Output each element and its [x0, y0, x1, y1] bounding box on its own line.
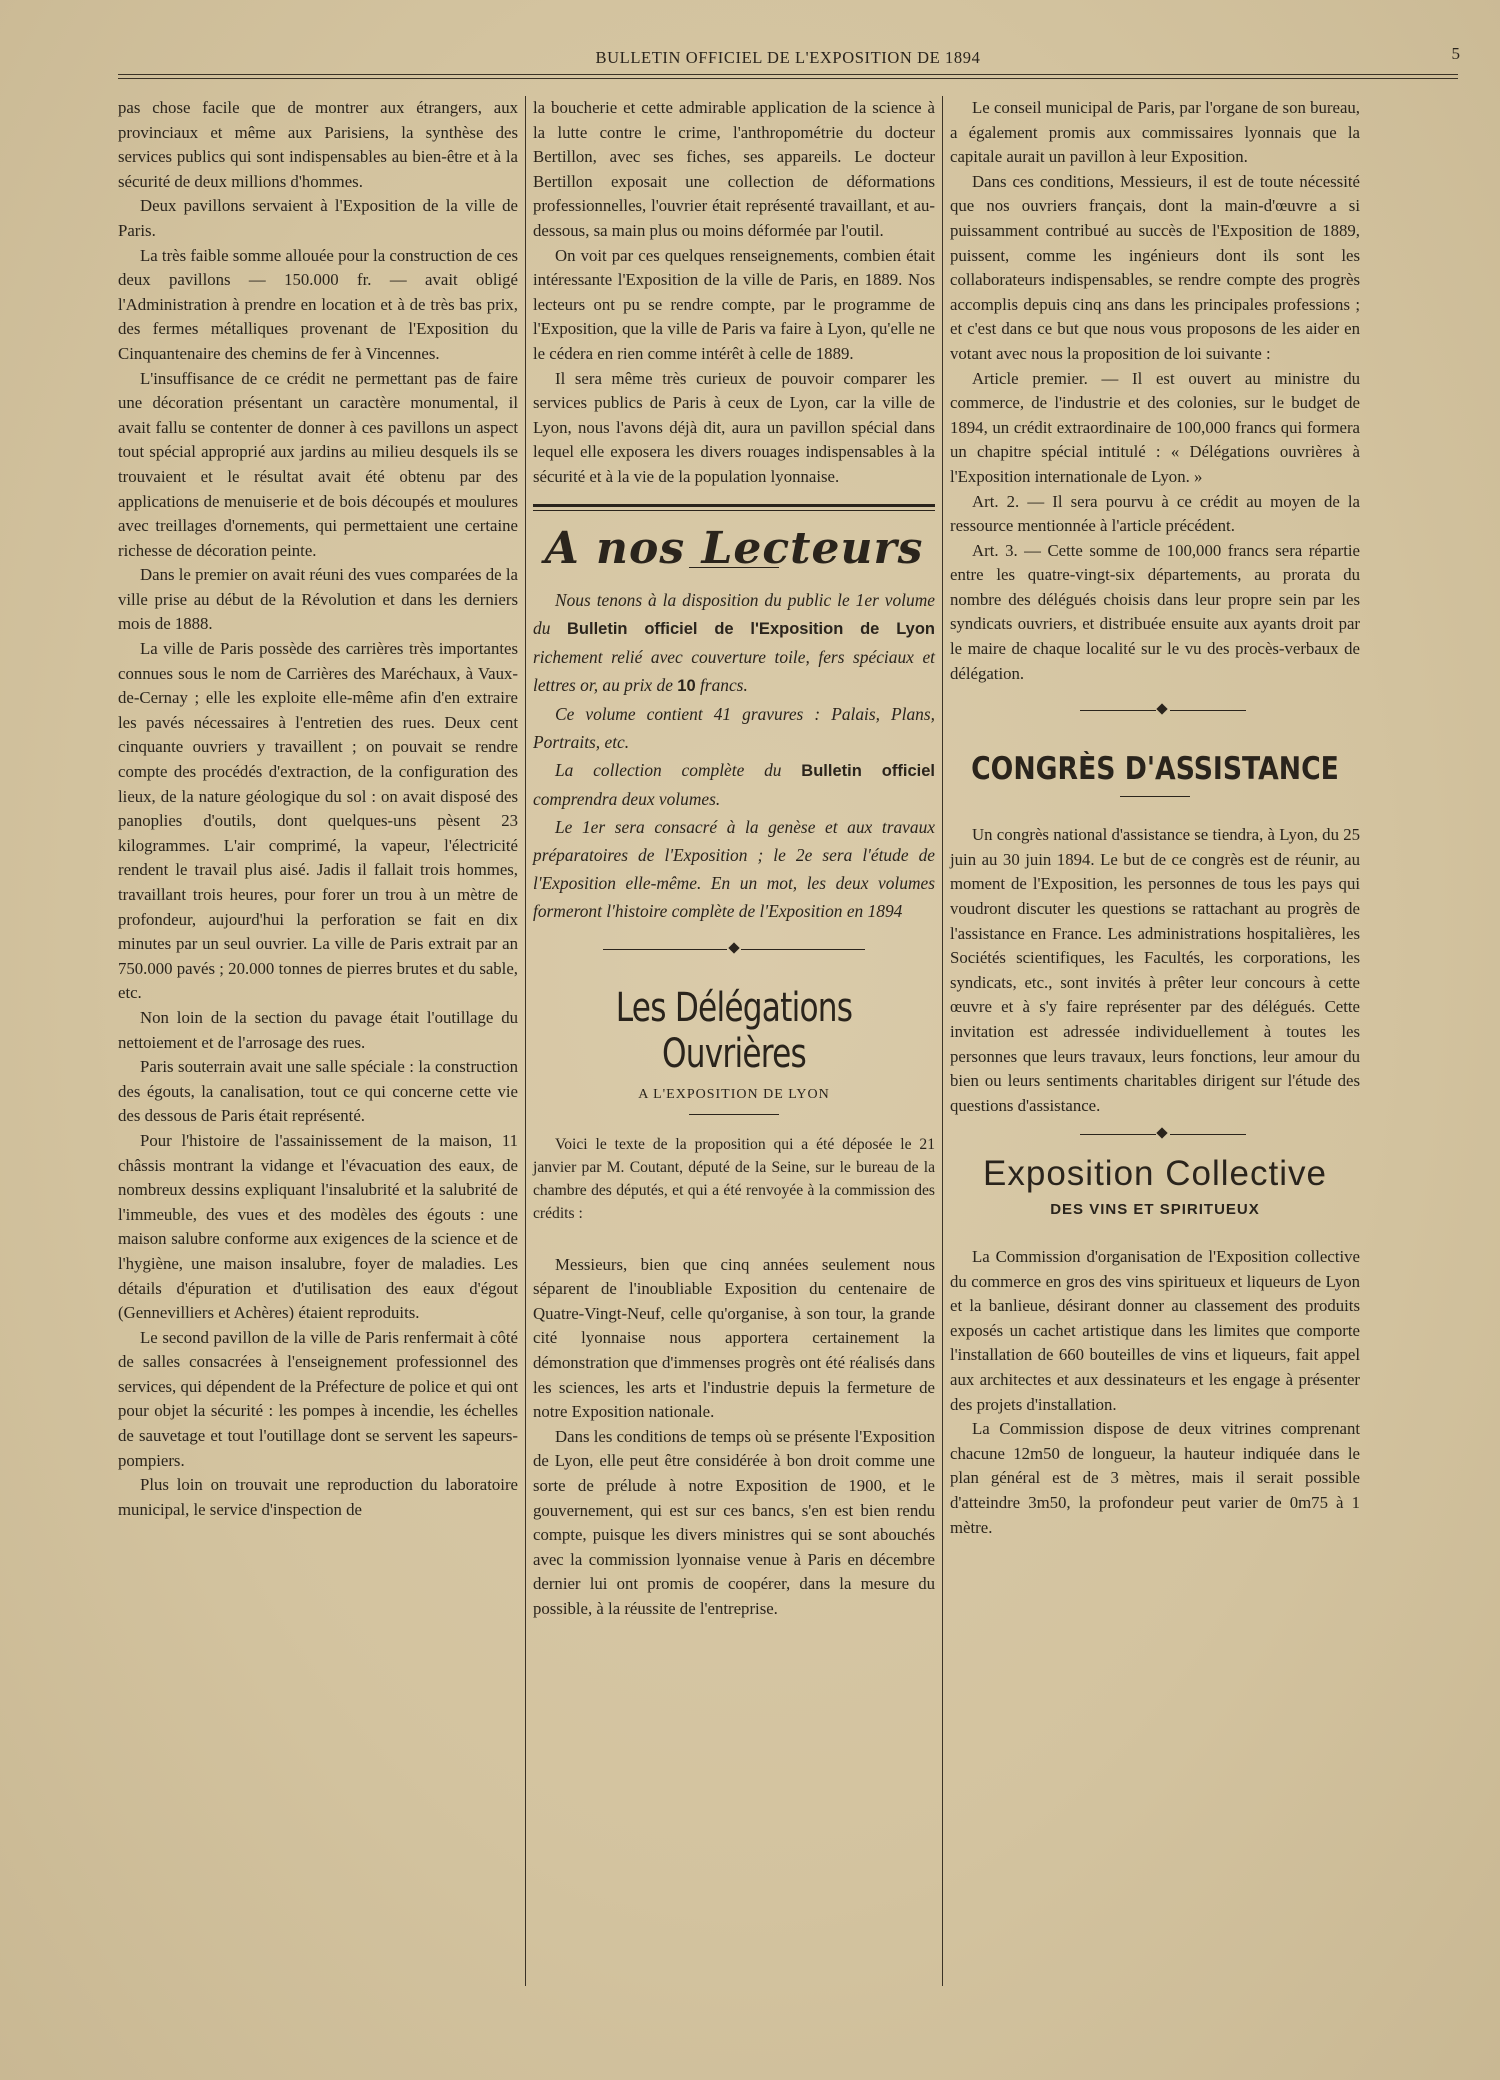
- ornament-divider: [950, 1128, 1360, 1140]
- ornament-line: [741, 949, 865, 950]
- header-rule: [118, 74, 1458, 75]
- paragraph: Le second pavillon de la ville de Paris renfermait à côté de salles consacrées à l'enseignement professionnel des services, qui dépendent de la Préfecture de police et qui ont pour objet la sécurité : les pompes à incendie, les échelles de sauvetage et tout l'outillage dont se servent les sapeurs-pompiers.: [118, 1327, 518, 1470]
- notice-text: Nous tenons à la disposition du public le 1er volume du: [533, 590, 935, 639]
- exposition-heading: Exposition Collective: [983, 1154, 1327, 1194]
- column-2: [533, 96, 935, 1622]
- paragraph: Dans les conditions de temps où se présente l'Exposition de Lyon, elle peut être considérée à bon droit comme une sorte de prélude à notre Exposition de 1900, et le gouvernement, qui est sur ces bancs, s'en est bien rendu compte, puisque les divers ministres qui se sont abouchés avec la commission lyonnaise venue à Paris en décembre dernier lui ont promis de coopérer, dans la mesure du possible, à la réussite de l'entreprise.: [533, 1426, 935, 1618]
- ornament-divider: [533, 943, 935, 955]
- article-3: Art. 3. — Cette somme de 100,000 francs sera répartie entre les quatre-vingt-six départements, au prorata du nombre des délégués choisis dans leur propre sein par les syndicats ouvriers, et distribuée ensuite aux ayants droit par le maire de chaque localité sur le vu des procès-verbaux de délégation.: [950, 540, 1360, 683]
- paragraph: La très faible somme allouée pour la construction de ces deux pavillons — 150.000 fr. — avait obligé l'Administration à prendre en location et à de très bas prix, des fermes métalliques provenant de l'Exposition du Cinquantenaire des chemins de fer à Vincennes.: [118, 245, 518, 363]
- column-3: [950, 96, 1360, 1540]
- page-number: 5: [1451, 44, 1460, 63]
- subscription-notice: [533, 586, 935, 925]
- paragraph: Paris souterrain avait une salle spéciale : la construction des égouts, la canalisation, tout ce qui concerne cette vie des dessous de Paris était représenté.: [118, 1057, 518, 1126]
- ornament-divider: [950, 704, 1360, 716]
- paragraph: Non loin de la section du pavage était l'outillage du nettoiement et de l'arrosage des rues.: [118, 1007, 518, 1052]
- ornament-line: [1080, 1134, 1156, 1135]
- article-1: Article premier. — Il est ouvert au ministre du commerce, de l'industrie et des colonies, sur le budget de 1894, un crédit extraordinaire de 100,000 francs qui formera un chapitre spécial intitulé : « Délégations ouvrières à l'Exposition internationale de Lyon. »: [950, 368, 1360, 486]
- paragraph: On voit par ces quelques renseignements, combien était intéressante l'Exposition de la ville de Paris, en 1889. Nos lecteurs ont pu se rendre compte, par le programme de l'Exposition, que la ville de Paris va faire à Lyon, qu'elle ne le cédera en rien comme intérêt à celle de 1889.: [533, 245, 935, 363]
- delegations-heading: Les Délégations Ouvrières: [615, 985, 853, 1078]
- running-title: BULLETIN OFFICIEL DE L'EXPOSITION DE 1894: [595, 48, 981, 67]
- paragraph: La Commission dispose de deux vitrines comprenant chacune 12m50 de longueur, la hauteur indiquée dans le plan général est de 3 mètres, mais il serait possible d'atteindre 3m50, la profondeur peut varier de 0m75 à 1 mètre.: [950, 1419, 1360, 1537]
- section-rule-thin: [533, 510, 935, 511]
- notice-paragraph: [533, 586, 935, 700]
- paragraph: Un congrès national d'assistance se tiendra, à Lyon, du 25 juin au 30 juin 1894. Le but de ce congrès est de réunir, au moment de l'Exposition, les personnes de tous les pays qui voudront discuter les questions se rattachant au progrès de l'assistance en France. Les administrations hospitalières, les Sociétés scientifiques, les Facultés, les corporations, les syndicats, etc., sont invités à prêter leur concours à cette œuvre et à s'y faire représenter par des délégués. Cette invitation est adressée individuellement à toutes les personnes que leurs travaux, leurs fonctions, leur amour du bien ou leurs sentiments charitables dirigent sur l'étude des questions d'assistance.: [950, 825, 1360, 1115]
- congres-heading: CONGRÈS D'ASSISTANCE: [971, 751, 1339, 788]
- lecteurs-heading: A nos Lecteurs: [544, 522, 924, 574]
- notice-paragraph: Le 1er sera consacré à la genèse et aux travaux préparatoires de l'Exposition ; le 2e sera l'étude de l'Exposition elle-même. En un mot, les deux volumes formeront l'histoire complète de l'Exposition en 1894: [533, 817, 935, 922]
- bulletin-name: Bulletin officiel: [801, 762, 935, 781]
- column-divider-2: [942, 96, 943, 1986]
- ornament-line: [1170, 1134, 1246, 1135]
- diamond-icon: [728, 942, 739, 953]
- ornament-line: [1170, 710, 1246, 711]
- delegations-intro: [533, 1133, 935, 1225]
- notice-paragraph: Ce volume contient 41 gravures : Palais, Plans, Portraits, etc.: [533, 704, 935, 753]
- paragraph: Il sera même très curieux de pouvoir comparer les services publics de Paris à ceux de Lyon, car la ville de Lyon, nous l'avons déjà dit, aura un pavillon spécial dans lequel elle exposera les divers rouages indispensables à la sécurité et à la vie de la population lyonnaise.: [533, 368, 935, 486]
- paragraph: pas chose facile que de montrer aux étrangers, aux provinciaux et même aux Parisiens, la synthèse des services publics qui sont indispensables au bien-être et à la sécurité de deux millions d'hommes.: [118, 98, 518, 191]
- paragraph: Pour l'histoire de l'assainissement de la maison, 11 châssis montrant la vidange et l'évacuation des eaux, de nombreux dessins expliquant l'insalubrité et la salubrité de l'immeuble, des vues et des modèles des égouts : une maison salubre conforme aux exigences de la science et de l'hygiène, une maison insalubre, foyer de maladies. Les détails d'épuration et d'utilisation des eaux d'égout (Gennevilliers et Achères) étaient reproduits.: [118, 1130, 518, 1323]
- price: 10: [677, 677, 696, 696]
- delegations-subheading: A L'EXPOSITION DE LYON: [638, 1087, 830, 1103]
- paragraph: La Commission d'organisation de l'Exposition collective du commerce en gros des vins spiritueux et liqueurs de Lyon et la banlieue, désirant donner au classement des produits exposés un cachet artistique dans les limites que comporte l'installation de 660 bouteilles de vins et liqueurs, fait appel aux architectes et aux dessinateurs et les engage à présenter des projets d'installation.: [950, 1246, 1360, 1414]
- paragraph: la boucherie et cette admirable application de la science à la lutte contre le crime, l'anthropométrie du docteur Bertillon, avec ses fiches, ses appareils. Le docteur Bertillon exposait une collection de déformations professionnelles, l'ouvrier était représenté travaillant, et au-dessous, sa main plus ou moins déformée par l'outil.: [533, 98, 935, 240]
- notice-text: francs.: [695, 675, 748, 696]
- section-rule: [533, 504, 935, 507]
- bulletin-name: Bulletin officiel de l'Exposition de Lyon: [567, 620, 935, 639]
- paragraph: Voici le texte de la proposition qui a été déposée le 21 janvier par M. Coutant, député de la Seine, sur le bureau de la chambre des députés, et qui a été renvoyée à la commission des crédits :: [533, 1135, 935, 1222]
- diamond-icon: [1156, 1128, 1167, 1139]
- header-rule-thin: [118, 78, 1458, 79]
- notice-paragraph: [533, 756, 935, 813]
- exposition-subheading: DES VINS ET SPIRITUEUX: [1050, 1201, 1260, 1219]
- notice-text: richement relié avec couverture toile, fers spéciaux et lettres or, au prix de: [533, 647, 935, 696]
- paragraph: L'insuffisance de ce crédit ne permettant pas de faire une décoration présentant un caractère monumental, il avait fallu se contenter de donner à ces pavillons un aspect tout spécial approprié aux jardins au milieu desquels ils se trouvaient et le résultat avait été obtenu par des applications de menuiserie et de bois découpés et moulures avec treillages d'ornements, qui permettaient une certaine richesse de décoration peinte.: [118, 368, 518, 560]
- notice-text: La collection complète du: [555, 760, 802, 781]
- paragraph: La ville de Paris possède des carrières très importantes connues sous le nom de Carrières des Maréchaux, à Vaux-de-Cernay ; elle les exploite elle-même afin d'en extraire les pavés nécessaires à l'entretien des rues. Deux cent cinquante ouvriers y travaillent ; on pouvait se rendre compte des procédés d'extraction, de la configuration des lieux, de la nature géologique du sol : on avait disposé des panoplies d'outils, dont quelques-uns pèsent 23 kilogrammes. L'air comprimé, la vapeur, l'électricité rendent le travail plus aisé. Jadis il fallait trois hommes, travaillant trois heures, pour forer un trou à un mètre de profondeur, aujourd'hui la perforation se fait en dix minutes par un seul ouvrier. La ville de Paris extrait par an 750.000 pavés ; 20.000 tonnes de pierres brutes et du sable, etc.: [118, 639, 518, 1003]
- short-rule: [1120, 796, 1190, 797]
- column-divider-1: [525, 96, 526, 1986]
- article-2: Art. 2. — Il sera pourvu à ce crédit au moyen de la ressource mentionnée à l'article précédent.: [950, 491, 1360, 536]
- ornament-line: [603, 949, 727, 950]
- short-rule: [689, 1114, 779, 1115]
- paragraph: Plus loin on trouvait une reproduction du laboratoire municipal, le service d'inspection de: [118, 1475, 518, 1519]
- notice-text: comprendra deux volumes.: [533, 789, 721, 810]
- ornament-line: [1080, 710, 1156, 711]
- paragraph: Dans le premier on avait réuni des vues comparées de la ville prise au début de la Révolution et dans les derniers mois de 1888.: [118, 565, 518, 634]
- paragraph: Deux pavillons servaient à l'Exposition de la ville de Paris.: [118, 196, 518, 240]
- paragraph: Dans ces conditions, Messieurs, il est de toute nécessité que nos ouvriers français, dont la main-d'œuvre a si puissamment contribué au succès de l'Exposition de 1889, puissent, comme les ingénieurs dont ils sont les collaborateurs indispensables, se rendre compte des progrès accomplis depuis cinq ans dans les principales professions ; et c'est dans ce but que nous vous proposons de les aider en votant avec nous la proposition de loi suivante :: [950, 171, 1360, 363]
- paragraph: Le conseil municipal de Paris, par l'organe de son bureau, a également promis aux commissaires lyonnais que la capitale aurait un pavillon à leur Exposition.: [950, 98, 1360, 167]
- column-1: [118, 96, 518, 1522]
- small-divider: [533, 1233, 935, 1245]
- diamond-icon: [1156, 704, 1167, 715]
- paragraph: Messieurs, bien que cinq années seulement nous séparent de l'inoubliable Exposition du centenaire de Quatre-Vingt-Neuf, celle qu'organise, à son tour, la grande cité lyonnaise nous apportera certainement la démonstration que d'immenses progrès ont été réalisés dans les sciences, les arts et l'industrie depuis la fermeture de notre Exposition nationale.: [533, 1254, 935, 1422]
